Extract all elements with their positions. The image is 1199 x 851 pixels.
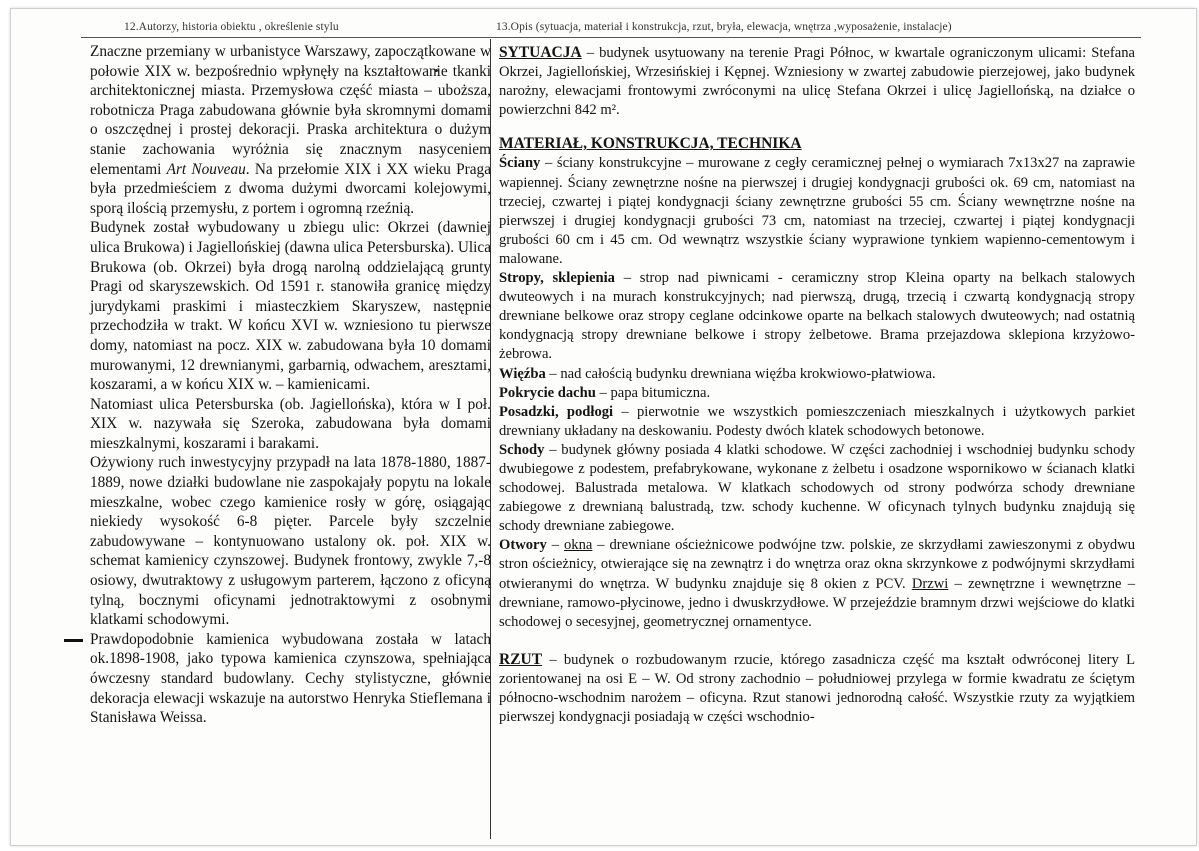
stropy-text: – strop nad piwnicami - ceramiczny strop Kleina oparty na belkach stalowych dwuteowych i na murach konstrukcyjnych; nad pierwszą, drugą, trzecią i czwartą kondygnacją stropy drewniane belkowe oraz stropy ceglane odcinkowe oparte na belkach stalowych dwuteowych; nad ostatnią kondygnacją stropy drewniane belkowe i stropy żelbetowe. Brama przejazdowa sklepiona krzyżowo-żebrowa.	[499, 270, 1135, 363]
posadzki-item	[499, 403, 1135, 441]
header-rule	[81, 37, 1141, 38]
wiezba-item	[499, 365, 1135, 384]
sciany-text: – ściany konstrukcyjne – murowane z cegły ceramicznej pełnej o wymiarach 7x13x27 na zaprawie wapiennej. Ściany zewnętrzne nośne na pierwszej i drugiej kondygnacji grubości ok. 69 cm, natomiast na trzeciej, czwartej i piątej kondygnacji ściany zewnętrzne grubości 55 cm. Ściany wewnętrzne nośne na pierwszej i drugiej kondygnacji grubości 73 cm, natomiast na trzeciej, czwartej i piątej kondygnacji grubości 60 cm i 45 cm. Od wewnątrz wszystkie ściany wyprawione tynkiem wapienno-cementowym i malowane.	[499, 155, 1135, 267]
sciany-item	[499, 154, 1135, 269]
rzut-section	[499, 650, 1135, 727]
okna-label: okna	[563, 537, 593, 554]
okna-text: – drewniane ościeżnicowe podwójne tzw. polskie, ze skrzydłami zawieszonymi z obydwu stron ościeżnicy, otwierające się na zewnątrz i do wnętrza oraz okna skrzynkowe z podwójnymi skrzydłami otwieranymi do wnętrza. W budynku znajduje się 8 okien z PCV.	[499, 537, 1136, 592]
history-paragraph-1	[90, 42, 491, 218]
pokrycie-label: Pokrycie dachu	[499, 384, 596, 401]
otwory-item	[499, 536, 1135, 631]
pokrycie-item	[499, 384, 1135, 403]
wiezba-label: Więźba	[499, 365, 546, 382]
right-column-title: 13.Opis (sytuacja, materiał i konstrukcja, rzut, bryła, elewacja, wnętrza ,wyposażenie, instalacje)	[496, 21, 952, 33]
schody-text: – budynek główny posiada 4 klatki schodowe. W części zachodniej i wschodniej budynku schody dwubiegowe z podestem, prefabrykowane, wykonane z żelbetu i osadzone wspornikowo w ścianach klatki schodowej. Balustrada metalowa. W klatkach schodowych od strony podwórza schody drewniane zabiegowe z drewnianą balustradą, tzw. schody kuchenne. W oficynach tylnych budynku znajdują się schody drewniane zabiegowe.	[499, 441, 1135, 535]
schody-item	[499, 441, 1135, 536]
schody-label: Schody	[499, 441, 545, 458]
history-paragraph-3: Natomiast ulica Petersburska (ob. Jagiellońska), która w I poł. XIX w. nazywała się Szeroka, zabudowana była domami mieszkalnymi, koszarami i barakami.	[90, 395, 491, 452]
sciany-label: Ściany	[499, 155, 541, 172]
posadzki-text: – pierwotnie we wszystkich pomieszczeniach mieszkalnych i użytkowych parkiet drewniany układany na deskowaniu. Podesty dwóch klatek schodowych betonowe.	[499, 403, 1136, 439]
right-column	[490, 43, 1135, 727]
pokrycie-text: – papa bitumiczna.	[595, 384, 711, 401]
otwory-separator: –	[546, 537, 564, 554]
sytuacja-section	[499, 43, 1135, 120]
stropy-item	[499, 269, 1135, 364]
drzwi-label: Drzwi	[911, 575, 949, 592]
otwory-label: Otwory	[499, 537, 547, 554]
left-column	[90, 42, 491, 728]
material-heading-line	[499, 134, 1135, 154]
left-column-title: 12.Autorzy, historia obiektu , określenie stylu	[124, 21, 339, 33]
document-sheet	[10, 8, 1197, 846]
history-paragraph-2: Budynek został wybudowany u zbiegu ulic: Okrzei (dawniej ulica Brukowa) i Jagiellońskiej (dawna ulica Petersburska). Ulica Brukowa (ob. Okrzei) była drogą narolną oddzielającą grunty Pragi od skaryszewskich. Od 1591 r. stanowiła granicę między jurydykami praskimi i miasteczkiem Skaryszew, następnie przechodziła w trakt. W końcu XVI w. wzniesiono tu pierwsze domy, natomiast na pocz. XIX w. zabudowana była 10 domami murowanymi, 12 drewnianymi, garbarnią, odwachem, aresztami, koszarami, a w końcu XIX w. – kamienicami.	[90, 219, 491, 394]
history-text-1a: Znaczne przemiany w urbanistyce Warszawy, zapoczątkowane w połowie XIX w. bezpośrednio wpłynęły na kształtowanie tkanki architektonicznej miasta. Przemysłowa część miasta – uboższa, robotnicza Praga zabudowana głównie była skromnymi domami o oszczędnej i prostej dekoracji. Praska architektura o dużym stanie zachowania wyróżnia się znacznym nasyceniem elementami Art Nouveau. Na przełomie XIX i XX wieku Praga była przedmieściem z dwoma dużymi dworcami kolejowymi, sporą ilością przemysłu, z portem i ogromną rzeźnią.	[90, 43, 491, 217]
wiezba-text: – nad całością budynku drewniana więźba krokwiowo-płatwiowa.	[545, 365, 936, 382]
drzwi-text: – zewnętrzne i wewnętrzne – drewniane, ramowo-płycinowe, jedno i dwuskrzydłowe. W przejeździe bramnym drzwi wejściowe do klatki schodowej o secesyjnej, geometrycznej ornamentyce.	[499, 575, 1135, 630]
history-paragraph-4: Ożywiony ruch inwestycyjny przypadł na lata 1878-1880, 1887-1889, nowe działki budowlane nie zaspokajały popytu na lokale mieszkalne, wobec czego kamienice rosły w górę, osiągając niekiedy wysokość 6-8 pięter. Parcele były szczelnie zabudowywane – kontynuowano ustalony ok. poł. XIX w. schemat kamienicy czynszowej. Budynek frontowy, zwykle 7,-8 osiowy, dwutraktowy z usługowym parterem, łączono z oficyną tylną, bocznymi oficynami jednotraktowymi z osobnymi klatkami schodowymi.	[90, 454, 491, 629]
sytuacja-text: – budynek usytuowany na terenie Pragi Północ, w kwartale ograniczonym ulicami: Stefana Okrzei, Jagiellońskiej, Wrzesińskiej i Kępnej. Wzniesiony w zwartej zabudowie pierzejowej, jako budynek narożny, elewacjami frontowymi zwróconymi na ulicę Stefana Okrzei i ulicę Jagiellońską, na działce o powierzchni 842 m².	[499, 45, 1135, 119]
history-paragraph-5	[90, 630, 491, 728]
rzut-heading: RZUT	[499, 650, 543, 668]
sytuacja-heading: SYTUACJA	[499, 44, 582, 61]
stropy-label: Stropy, sklepienia	[499, 270, 615, 287]
history-paragraph-5-text: Prawdopodobnie kamienica wybudowana została w latach ok.1898-1908, jako typowa kamienica czynszowa, spełniająca ówczesny standard budowlany. Cechy stylistyczne, głównie dekoracja elewacji wskazuje na autorstwo Henryka Stieflemana i Stanisława Weissa.	[90, 630, 491, 727]
margin-dash-mark	[64, 639, 83, 642]
posadzki-label: Posadzki, podłogi	[499, 403, 614, 420]
material-heading: MATERIAŁ, KONSTRUKCJA, TECHNIKA	[499, 135, 802, 153]
rzut-text: – budynek o rozbudowanym rzucie, którego zasadnicza część ma kształt odwróconej litery L zorientowanej na osi E – W. Od strony zachodnio – południowej przylega w formie kwadratu ze ściętym północno-wschodnim narożem – oficyna. Rzut stanowi jednorodną całość. Wszystkie rzuty za wyjątkiem pierwszej kondygnacji posiadają w części wschodnio-	[499, 651, 1135, 726]
